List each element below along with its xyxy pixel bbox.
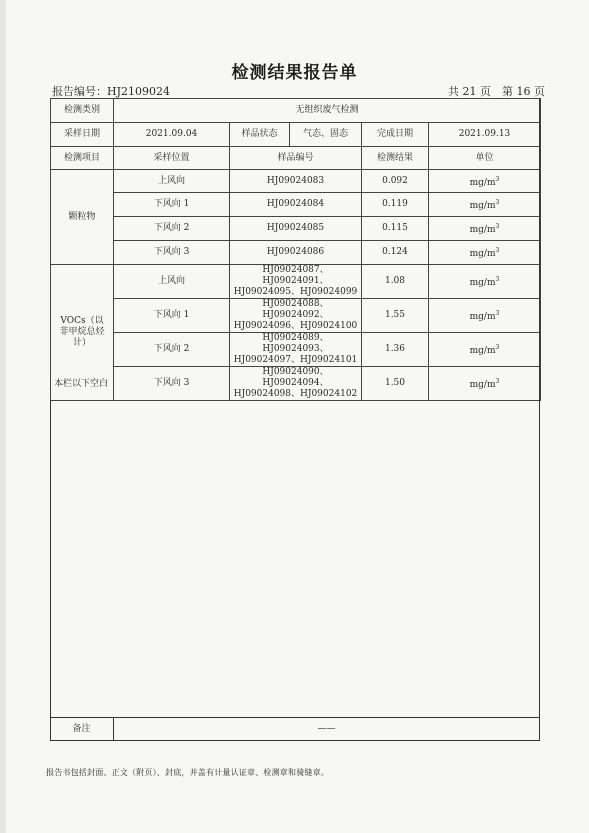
unit-base: mg/m (469, 346, 496, 356)
unit-base: mg/m (469, 312, 496, 322)
unit-cell (429, 367, 541, 401)
position-cell: 下风向 2 (114, 217, 230, 241)
unit-cell (429, 299, 541, 333)
table-row (51, 333, 541, 367)
sample-no-cell (230, 217, 362, 241)
result-cell: 1.36 (362, 333, 429, 367)
sample-no-line: HJ09024096、HJ09024100 (233, 321, 358, 331)
results-table (50, 98, 541, 401)
test-item-cell: 颗粒物 (51, 170, 114, 265)
sample-no-line: HJ09024095、HJ09024099 (233, 287, 358, 297)
result-cell: 1.55 (362, 299, 429, 333)
result-cell: 1.50 (362, 367, 429, 401)
sample-state-label: 样品状态 (230, 123, 290, 147)
unit-cell (429, 265, 541, 299)
category-row (51, 99, 541, 123)
unit-base: mg/m (469, 380, 496, 390)
table-row (51, 299, 541, 333)
unit-cell (429, 217, 541, 241)
col-header-result: 检测结果 (362, 147, 429, 170)
sample-no-cell (230, 367, 362, 401)
result-cell: 0.115 (362, 217, 429, 241)
position-cell: 下风向 3 (114, 367, 230, 401)
position-cell: 上风向 (114, 170, 230, 193)
sample-state-value: 气态、固态 (290, 123, 362, 147)
unit-cell (429, 241, 541, 265)
sample-no-line: HJ09024084 (266, 199, 325, 209)
dates-row (51, 123, 541, 147)
unit-base: mg/m (469, 278, 496, 288)
sample-no-line: HJ09024085 (266, 223, 325, 233)
result-cell: 0.124 (362, 241, 429, 265)
unit-base: mg/m (469, 249, 496, 259)
sample-no-line: HJ09024098、HJ09024102 (233, 389, 358, 399)
result-cell: 1.08 (362, 265, 429, 299)
sample-no-line: HJ09024089、HJ09024093、 (262, 333, 329, 354)
table-row (51, 265, 541, 299)
sample-no-cell (230, 265, 362, 299)
sample-no-line: HJ09024086 (266, 247, 325, 257)
unit-base: mg/m (469, 177, 496, 188)
sample-no-line: HJ09024083 (266, 175, 325, 186)
unit-superscript: 3 (495, 310, 500, 317)
col-header-position: 采样位置 (114, 147, 230, 170)
report-number: 报告编号：HJ2109024 (52, 85, 170, 98)
unit-superscript: 3 (495, 247, 500, 254)
col-header-item: 检测项目 (51, 147, 114, 170)
unit-superscript: 3 (495, 276, 500, 283)
unit-superscript: 3 (495, 175, 500, 183)
remarks-value: —— (317, 724, 336, 734)
unit-cell (429, 170, 541, 193)
position-cell: 下风向 1 (114, 193, 230, 217)
remarks-label: 备注 (72, 724, 91, 734)
unit-base: mg/m (469, 225, 496, 235)
table-row (51, 367, 541, 401)
completion-date-value: 2021.09.13 (429, 123, 541, 147)
sample-no-line: HJ09024097、HJ09024101 (233, 355, 358, 365)
sample-no-line: HJ09024088、HJ09024092、 (262, 299, 329, 320)
blank-below-note: 本栏以下空白 (54, 379, 109, 389)
sample-no-line: HJ09024087、HJ09024091、 (262, 265, 329, 286)
sample-no-cell (230, 170, 362, 193)
table-row (51, 193, 541, 217)
position-cell: 下风向 2 (114, 333, 230, 367)
result-cell: 0.092 (362, 170, 429, 193)
sample-no-line: HJ09024090、HJ09024094、 (262, 367, 329, 388)
position-cell: 下风向 1 (114, 299, 230, 333)
position-cell: 下风向 3 (114, 241, 230, 265)
unit-superscript: 3 (495, 344, 500, 351)
column-header-row (51, 147, 541, 170)
unit-base: mg/m (469, 201, 496, 211)
sample-no-cell (230, 241, 362, 265)
footer-note: 报告书包括封面、正文（附页）、封底，并盖有计量认证章、检测章和骑缝章。 (46, 768, 329, 777)
sample-no-cell (230, 333, 362, 367)
result-cell: 0.119 (362, 193, 429, 217)
report-title: 检测结果报告单 (231, 63, 358, 83)
table-row (51, 217, 541, 241)
page-edge (0, 0, 6, 833)
unit-superscript: 3 (495, 378, 500, 385)
sampling-date-value: 2021.09.04 (114, 123, 230, 147)
completion-date-label: 完成日期 (362, 123, 429, 147)
category-value: 无组织废气检测 (114, 99, 541, 123)
col-header-sample-no: 样品编号 (230, 147, 362, 170)
unit-cell (429, 333, 541, 367)
sample-no-cell (230, 193, 362, 217)
col-header-unit: 单位 (429, 147, 541, 170)
category-label: 检测类别 (51, 99, 114, 123)
table-row (51, 170, 541, 193)
unit-cell (429, 193, 541, 217)
sampling-date-label: 采样日期 (51, 123, 114, 147)
position-cell: 上风向 (114, 265, 230, 299)
test-item-cell: VOCs（以非甲烷总烃计） (51, 265, 114, 401)
table-row (51, 241, 541, 265)
unit-superscript: 3 (495, 223, 500, 230)
unit-superscript: 3 (495, 199, 500, 206)
sample-no-cell (230, 299, 362, 333)
page-info: 共 21 页 第 16 页 (448, 85, 545, 98)
